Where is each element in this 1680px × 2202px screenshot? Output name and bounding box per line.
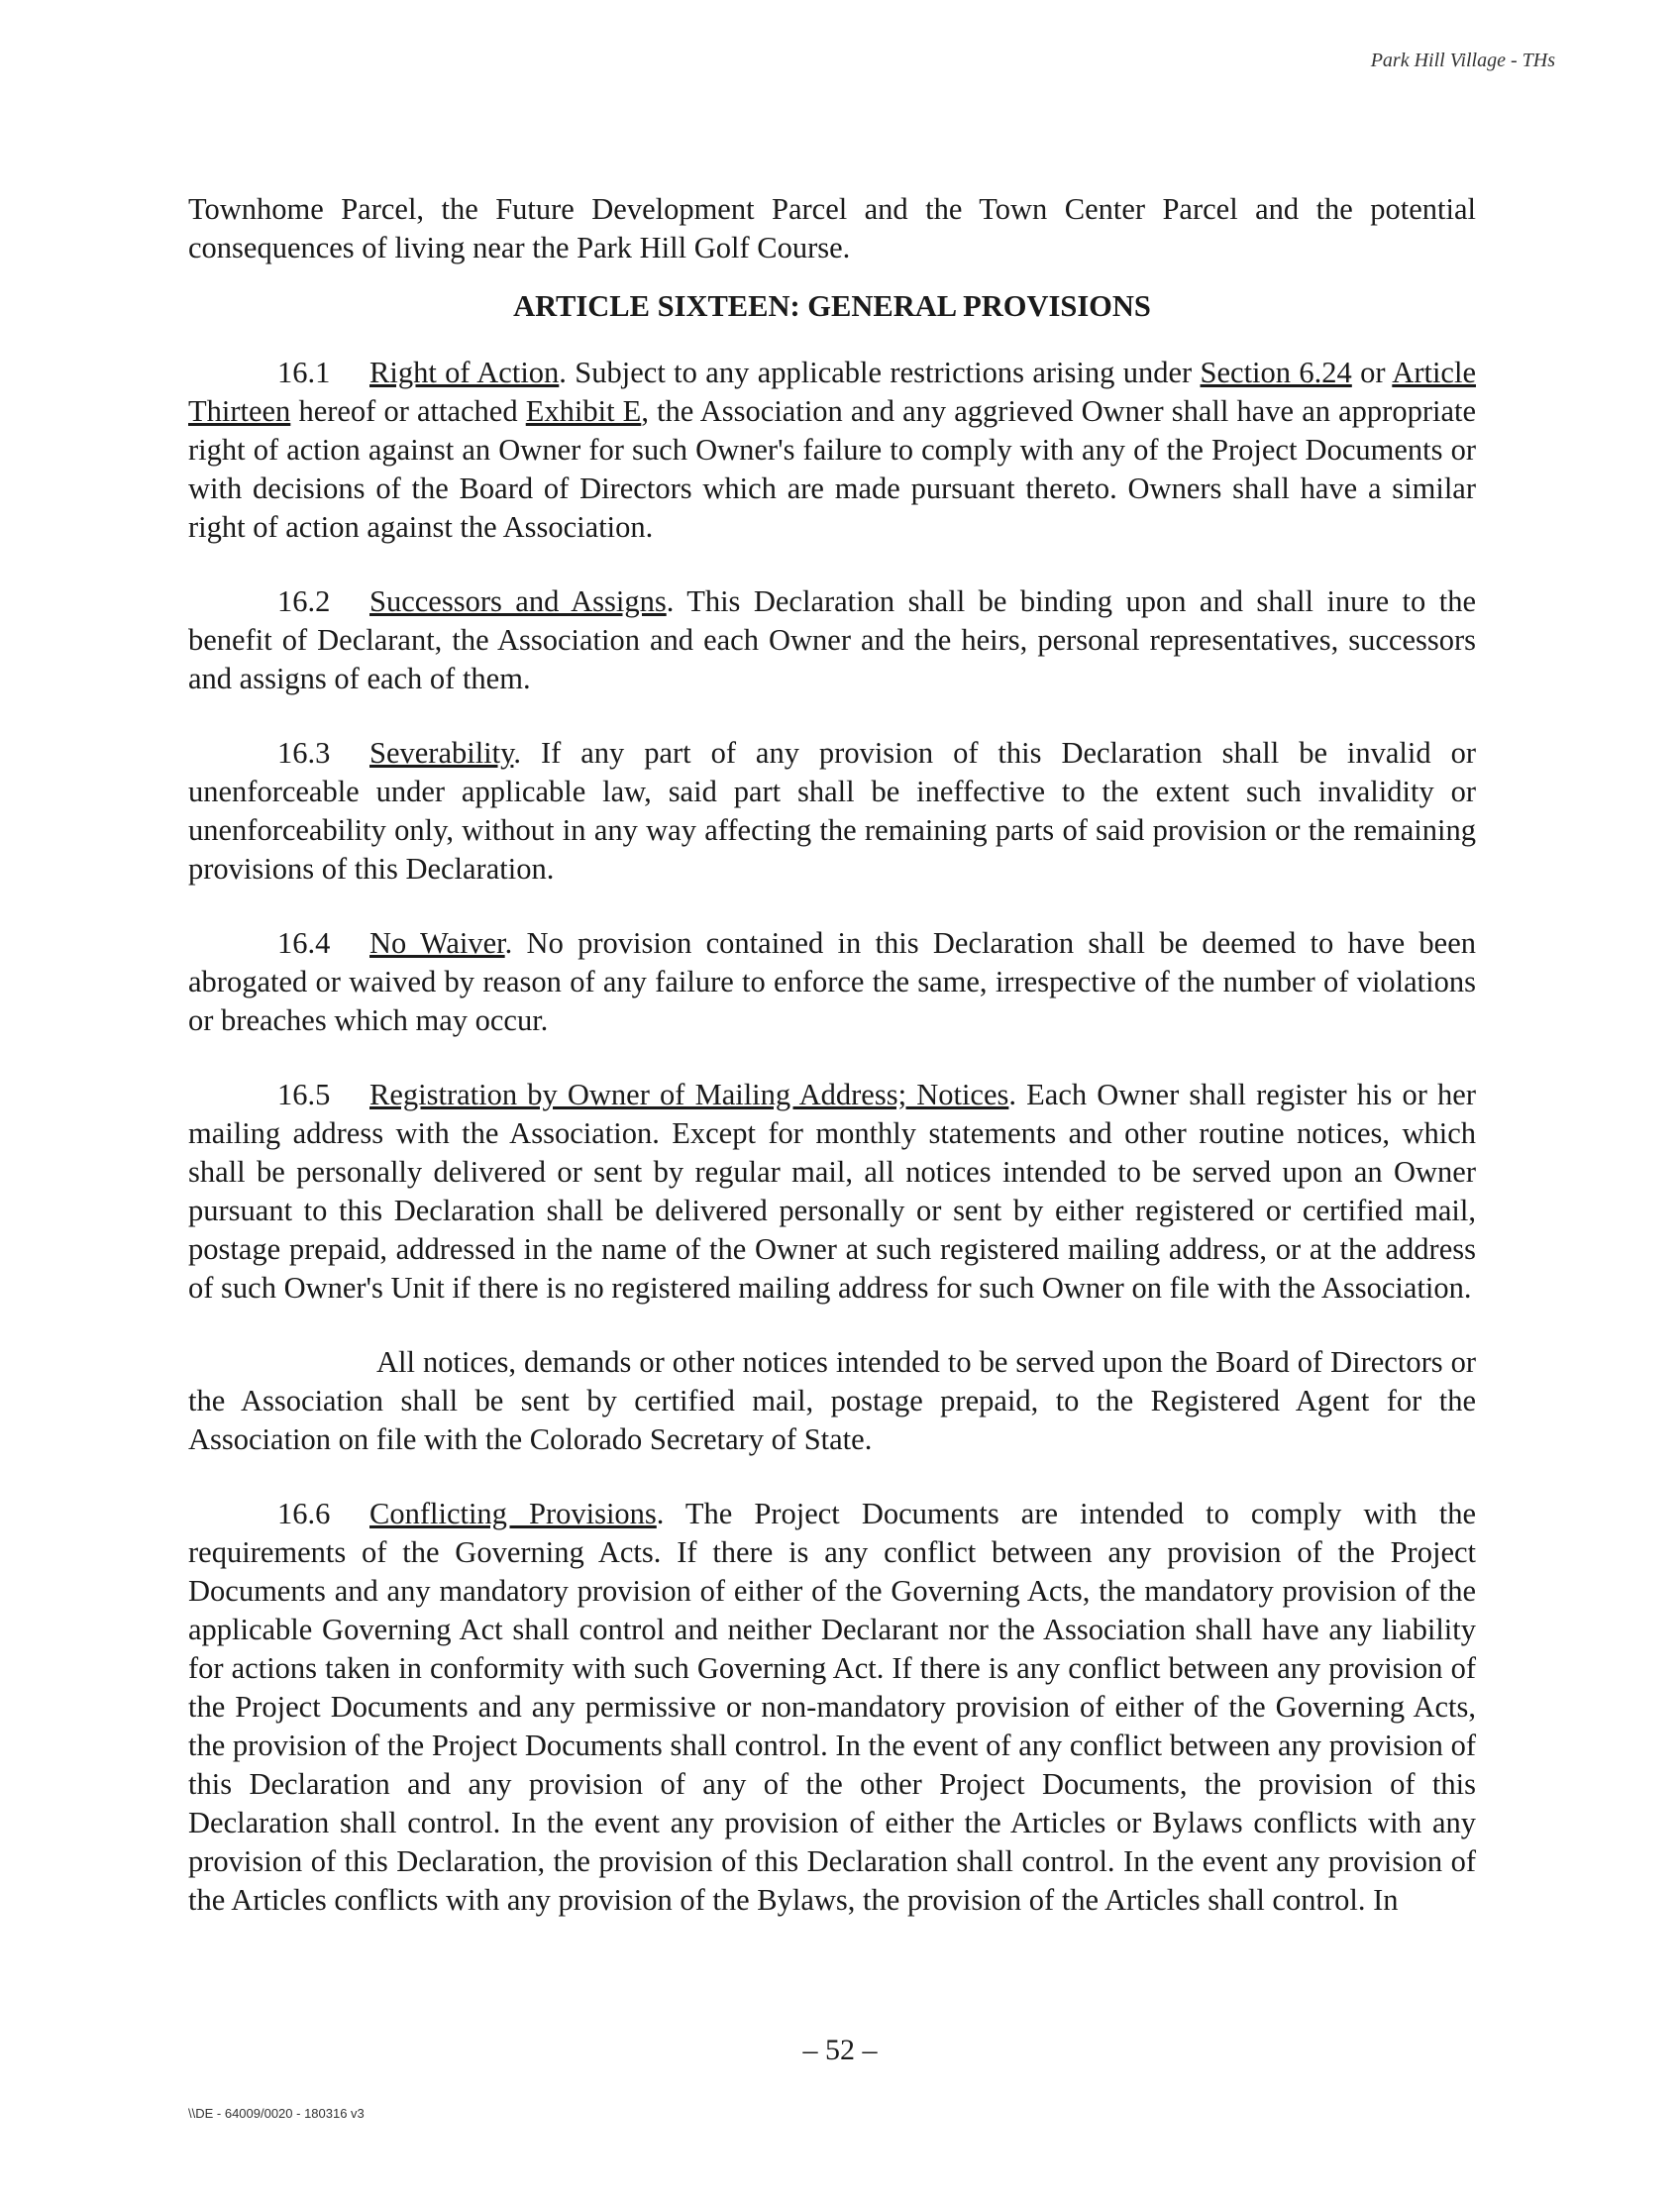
article-heading: ARTICLE SIXTEEN: GENERAL PROVISIONS: [513, 289, 1151, 323]
section-text: . No provision contained in this Declaration shall be deemed to have been abrogated or waived by reason of any failure to enforce the same, irrespective of the number of violations or breaches which may occur.: [188, 926, 1476, 1037]
section-16-5: [188, 1076, 1476, 1308]
section-number: 16.6: [277, 1497, 331, 1530]
intro-paragraph: Townhome Parcel, the Future Development Parcel and the Town Center Parcel and the potential consequences of living near the Park Hill Golf Course.: [188, 192, 1476, 264]
section-16-1: [188, 354, 1476, 547]
cross-reference: Exhibit E: [525, 394, 642, 428]
document-body: [188, 190, 1476, 1955]
section-16-3: [188, 734, 1476, 889]
section-text: . If any part of any provision of this Declaration shall be invalid or unenforceable under applicable law, said part shall be ineffective to the extent such invalidity or unenforceability only, without in any way affecting the remaining parts of said provision or the remaining provisions of this Declaration.: [188, 736, 1476, 886]
section-16-2: [188, 582, 1476, 698]
section-number: 16.2: [277, 584, 331, 618]
cross-reference: Section 6.24: [1200, 356, 1352, 389]
section-text: . Subject to any applicable restrictions arising under: [559, 356, 1201, 389]
page-number: – 52 –: [802, 2034, 878, 2066]
section-text: hereof or attached: [290, 394, 526, 428]
section-title: Successors and Assigns: [369, 584, 667, 618]
section-title: Right of Action: [369, 356, 560, 389]
section-number: 16.4: [277, 926, 331, 960]
section-text: or: [1351, 356, 1393, 389]
section-16-5-notices-paragraph: All notices, demands or other notices intended to be served upon the Board of Directors or the Association shall be sent by certified mail, postage prepaid, to the Registered Agent for the Association on file with the Colorado Secretary of State.: [188, 1345, 1476, 1456]
section-text: , the Association and any aggrieved Owner shall have an appropriate right of action against an Owner for such Owner's failure to comply with any of the Project Documents or with decisions of the Board of Directors which are made pursuant thereto. Owners shall have a similar right of action against the Association.: [188, 394, 1476, 544]
section-16-4: [188, 924, 1476, 1040]
section-text: . The Project Documents are intended to comply with the requirements of the Governing Acts. If there is any conflict between any provision of the Project Documents and any mandatory provision of either of the Governing Acts, the mandatory provision of the applicable Governing Act shall control and neither Declarant nor the Association shall have any liability for actions taken in conformity with such Governing Act. If there is any conflict between any provision of the Project Documents and any permissive or non-mandatory provision of either of the Governing Acts, the provision of the Project Documents shall control. In the event of any conflict between any provision of this Declaration and any provision of any of the other Project Documents, the provision of this Declaration shall control. In the event any provision of either the Articles or Bylaws conflicts with any provision of this Declaration, the provision of this Declaration shall control. In the event any provision of the Articles conflicts with any provision of the Bylaws, the provision of the Articles shall control. In: [188, 1497, 1476, 1917]
section-title: Severability: [369, 736, 514, 770]
section-number: 16.1: [277, 356, 331, 389]
document-id: \\DE - 64009/0020 - 180316 v3: [188, 2106, 365, 2121]
section-title: Registration by Owner of Mailing Address; Notices: [369, 1078, 1009, 1111]
section-title: Conflicting Provisions: [369, 1497, 657, 1530]
section-number: 16.5: [277, 1078, 331, 1111]
section-title: No Waiver: [369, 926, 505, 960]
cross-reference: Article Thirteen: [188, 356, 1476, 428]
section-text: . This Declaration shall be binding upon and shall inure to the benefit of Declarant, the Association and each Owner and the heirs, personal representatives, successors and assigns of each of them.: [188, 584, 1476, 695]
section-number: 16.3: [277, 736, 331, 770]
running-header-title: Park Hill Village - THs: [1370, 50, 1555, 71]
section-16-6: [188, 1495, 1476, 1920]
section-text: . Each Owner shall register his or her mailing address with the Association. Except for monthly statements and other routine notices, which shall be personally delivered or sent by regular mail, all notices intended to be served upon an Owner pursuant to this Declaration shall be delivered personally or sent by either registered or certified mail, postage prepaid, addressed in the name of the Owner at such registered mailing address, or at the address of such Owner's Unit if there is no registered mailing address for such Owner on file with the Association.: [188, 1078, 1476, 1305]
